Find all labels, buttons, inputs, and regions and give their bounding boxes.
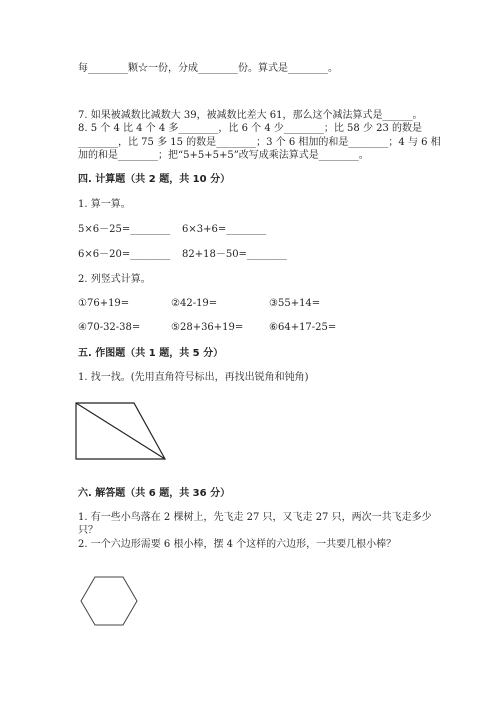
vertical-calc-1: ①76+19= xyxy=(78,298,130,309)
vertical-calc-5: ⑤28+36+19= xyxy=(171,322,244,333)
section-6-q2: 2. 一个六边形需要 6 根小棒，摆 4 个这样的六边形，一共要几根小棒？ xyxy=(78,539,397,550)
vertical-calc-3: ③55+14= xyxy=(269,298,321,309)
calc-item-3: 6×6－20=________ xyxy=(78,249,171,260)
section-6-title: 六. 解答题（共 6 题，共 36 分） xyxy=(78,488,231,499)
section-4-q1-label: 1. 算一算。 xyxy=(78,199,131,210)
vertical-calc-4: ④70-32-38= xyxy=(78,322,141,333)
question-8-line-3: 加的和是________；把“5+5+5+5”改写成乘法算式是________。 xyxy=(78,150,369,161)
section-4-title: 四. 计算题（共 2 题，共 10 分） xyxy=(78,174,231,185)
calc-item-2: 6×3+6=________ xyxy=(182,224,267,235)
section-5-title: 五. 作图题（共 1 题，共 5 分） xyxy=(78,348,224,359)
section-6-q1-line-2: 只？ xyxy=(78,525,98,536)
question-8-line-1: 8. 5 个 4 比 4 个 4 多________，比 6 个 4 少________；比 58 少 23 的数是 xyxy=(78,123,423,134)
vertical-calc-2: ②42-19= xyxy=(171,298,218,309)
diagonal-line xyxy=(76,403,165,459)
calc-item-4: 82+18－50=________ xyxy=(182,249,287,260)
text-line-fill-stars: 每________颗☆一份，分成________份。算式是________。 xyxy=(78,63,338,74)
vertical-calc-6: ⑥64+17-25= xyxy=(269,322,337,333)
question-8-line-2: ________，比 75 多 15 的数是________；3 个 6 相加的和是________；4 与 6 相 xyxy=(78,137,441,148)
calc-item-1: 5×6－25=________ xyxy=(78,224,171,235)
section-4-q2-label: 2. 列竖式计算。 xyxy=(78,274,151,285)
question-7: 7. 如果被减数比减数大 39，被减数比差大 61，那么这个减法算式是______。 xyxy=(78,110,423,121)
section-6-q1-line-1: 1. 有一些小鸟落在 2 棵树上，先飞走 27 只，又飞走 27 只，两次一共飞走多少 xyxy=(78,512,432,523)
hexagon-shape xyxy=(81,577,137,625)
section-5-q1: 1. 找一找。(先用直角符号标出，再找出锐角和钝角) xyxy=(78,372,309,383)
